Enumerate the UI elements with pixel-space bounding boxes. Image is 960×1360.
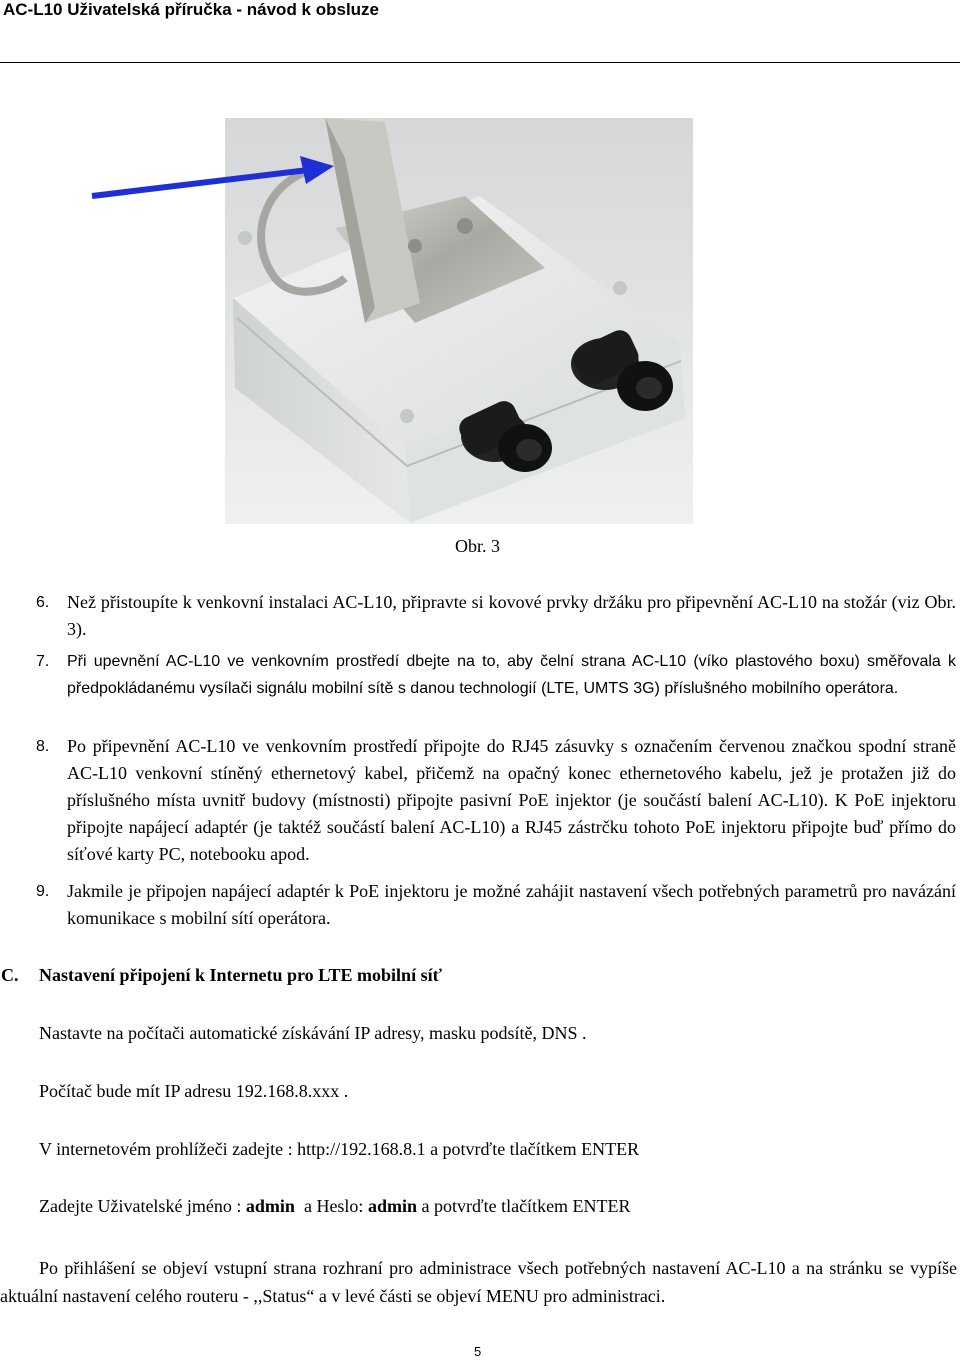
pointer-arrow-icon [88, 150, 348, 210]
step-8 [36, 733, 956, 868]
paragraph-browser-url: V internetovém prohlížeči zadejte : http://192.168.8.1 a potvrďte tlačítkem ENTER [39, 1139, 640, 1159]
login-text: Zadejte Uživatelské jméno : [39, 1196, 246, 1216]
section-letter: C. [1, 965, 19, 985]
page-number: 5 [474, 1344, 482, 1359]
step-text: Jakmile je připojen napájecí adaptér k PoE injektoru je možné zahájit nastavení všech potřebných parametrů pro navázání komunikace s mobilní sítí operátora. [67, 881, 956, 928]
step-number: 8. [36, 738, 50, 755]
header-title: AC-L10 Uživatelská příručka - návod k obsluze [3, 0, 380, 19]
login-text: a potvrďte tlačítkem ENTER [416, 1196, 631, 1216]
paragraph-after-login: Po přihlášení se objeví vstupní strana rozhraní pro administrace všech potřebných nastavení AC-L10 a na stránku se vypíše aktuální nastavení celého routeru - ,,Status“ a v levé části se objeví MENU pro administraci. [0, 1258, 957, 1306]
paragraph-ip-address: Počítač bude mít IP adresu 192.168.8.xxx . [39, 1081, 349, 1101]
figure-caption: Obr. 3 [455, 536, 500, 556]
step-text: Než přistoupíte k venkovní instalaci AC-L10, připravte si kovové prvky držáku pro připevnění AC-L10 na stožár (viz Obr. 3). [67, 592, 956, 639]
paragraph-login [39, 1196, 631, 1217]
step-7 [36, 648, 956, 702]
section-title: Nastavení připojení k Internetu pro LTE mobilní síť [39, 965, 442, 985]
step-text: Po připevnění AC-L10 ve venkovním prostředí připojte do RJ45 zásuvky s označením červenou značkou spodní straně AC-L10 venkovní stíněný ethernetový kabel, přičemž na opačný konec ethernetového kabelu, jež je protažen již do příslušného místa uvnitř budovy (místnosti) připojte pasivní PoE injektor (je součástí balení AC-L10). K PoE injektoru připojte napájecí adaptér (je taktéž součástí balení AC-L10) a RJ45 zástrčku tohoto PoE injektoru připojte buď přímo do síťové karty PC, notebooku apod. [67, 736, 956, 864]
step-9 [36, 878, 956, 932]
step-number: 7. [36, 653, 50, 670]
page-header [0, 0, 960, 66]
login-text: a Heslo: [294, 1196, 368, 1216]
step-number: 9. [36, 883, 50, 900]
step-number: 6. [36, 594, 50, 611]
step-6 [36, 589, 956, 643]
username-value: admin [245, 1196, 295, 1216]
paragraph-ip-auto: Nastavte na počítači automatické získávání IP adresy, masku podsítě, DNS . [39, 1023, 587, 1043]
step-text: Při upevnění AC-L10 ve venkovním prostředí dbejte na to, aby čelní strana AC-L10 (víko plastového boxu) směřovala k předpokládanému vysílači signálu mobilní sítě s danou technologií (LTE, UMTS 3G) příslušného mobilního operátora. [67, 653, 956, 697]
password-value: admin [367, 1196, 417, 1216]
header-rule [0, 62, 960, 63]
